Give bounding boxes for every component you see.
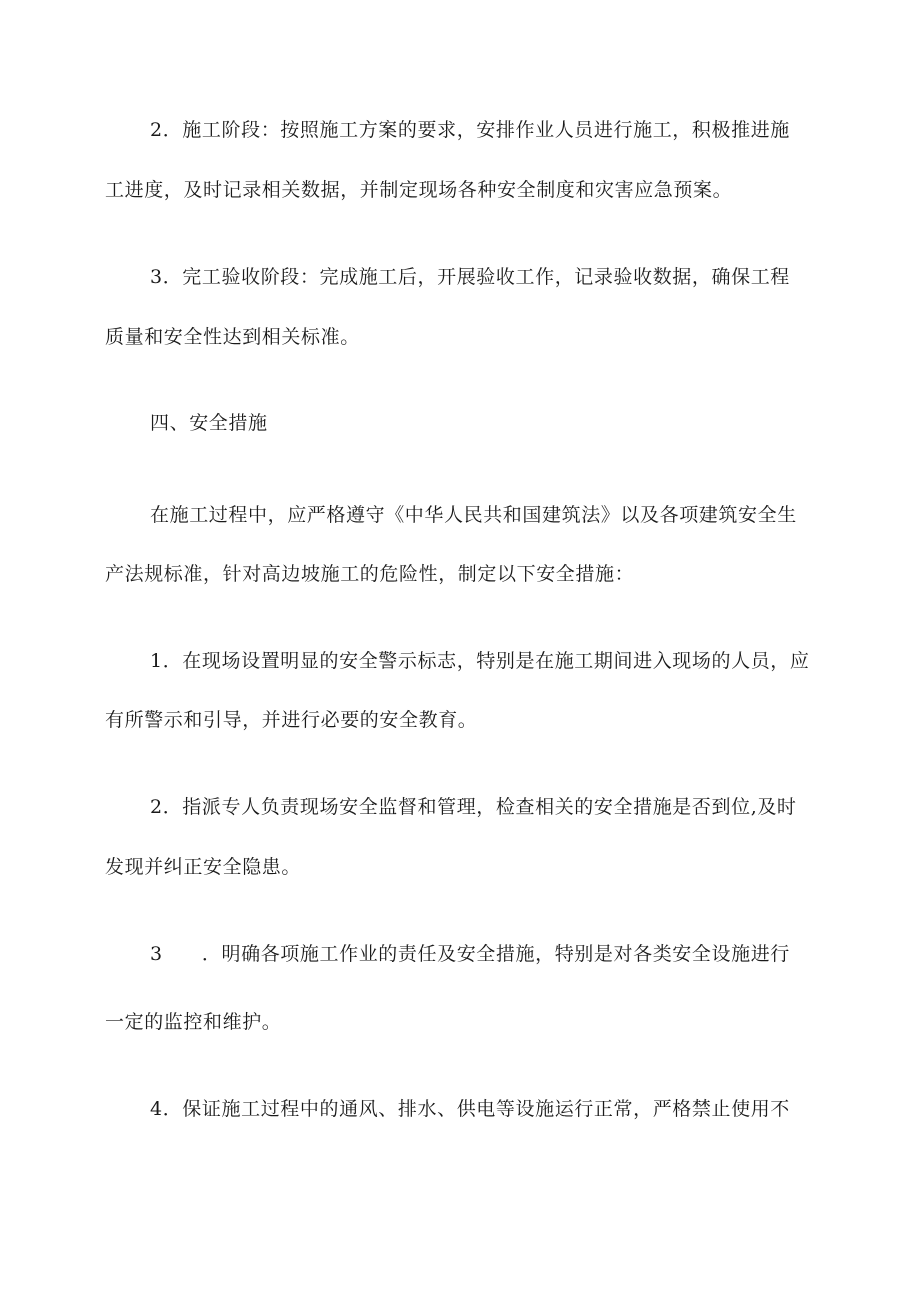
item-1-line-2: 有所警示和引导，并进行必要的安全教育。 xyxy=(105,709,478,731)
item-3-line-1: 3 ．明确各项施工作业的责任及安全措施，特别是对各类安全设施进行 xyxy=(150,943,790,965)
section-heading: 四、安全措施 xyxy=(150,412,268,434)
item-3-line-2: 一定的监控和维护。 xyxy=(105,1011,282,1033)
item-4-line-1: 4．保证施工过程中的通风、排水、供电等设施运行正常，严格禁止使用不 xyxy=(150,1098,790,1120)
paragraph-3-line-2: 产法规标准，针对高边坡施工的危险性，制定以下安全措施： xyxy=(105,563,635,585)
paragraph-2-line-2: 质量和安全性达到相关标准。 xyxy=(105,326,360,348)
paragraph-2-line-1: 3．完工验收阶段：完成施工后，开展验收工作，记录验收数据，确保工程 xyxy=(150,266,790,288)
paragraph-1-line-2: 工进度，及时记录相关数据，并制定现场各种安全制度和灾害应急预案。 xyxy=(105,179,733,201)
item-2-line-2: 发现并纠正安全隐患。 xyxy=(105,856,302,878)
paragraph-3-line-1: 在施工过程中，应严格遵守《中华人民共和国建筑法》以及各项建筑安全生 xyxy=(150,504,797,526)
item-2-line-1: 2．指派专人负责现场安全监督和管理，检查相关的安全措施是否到位,及时 xyxy=(150,796,797,818)
paragraph-1-line-1: 2．施工阶段：按照施工方案的要求，安排作业人员进行施工，积极推进施 xyxy=(150,119,790,141)
item-1-line-1: 1．在现场设置明显的安全警示标志，特别是在施工期间进入现场的人员，应 xyxy=(150,650,810,672)
